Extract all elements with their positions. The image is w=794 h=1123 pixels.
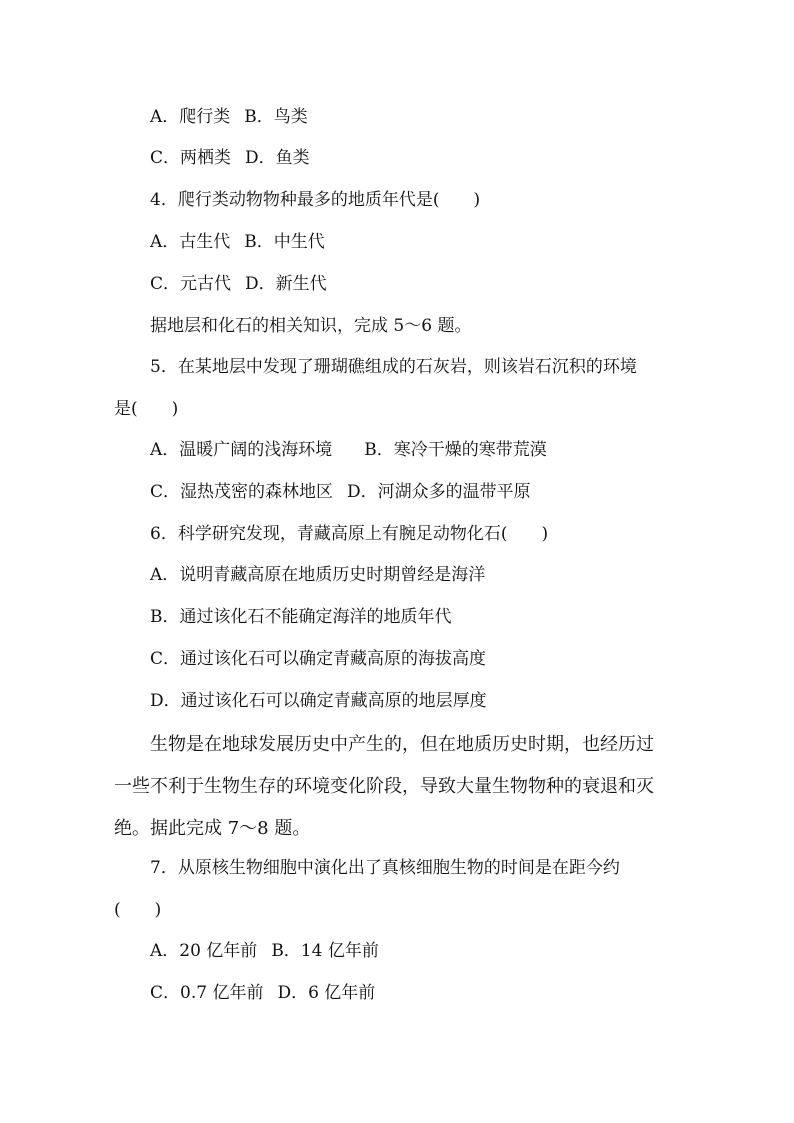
- q6-option-d: D．通过该化石可以确定青藏高原的地层厚度: [150, 691, 487, 711]
- intro-7-8-line3: 绝。据此完成 7～8 题。: [114, 818, 311, 839]
- q7-stem-line2: ( ): [114, 900, 162, 920]
- q4-option-c: C．元古代: [150, 274, 232, 294]
- q5-option-c: C．湿热茂密的森林地区: [150, 482, 334, 502]
- intro-5-6: 据地层和化石的相关知识，完成 5～6 题。: [150, 316, 472, 336]
- q7-options-row1: [150, 940, 379, 962]
- q4-option-d: D．新生代: [245, 274, 327, 294]
- q3-options-row1: [150, 106, 308, 128]
- q3-option-c: C．两栖类: [150, 148, 232, 168]
- q5-option-a: A．温暖广阔的浅海环境: [150, 440, 333, 460]
- intro-7-8-line2: 一些不利于生物生存的环境变化阶段，导致大量生物物种的衰退和灭: [114, 776, 654, 797]
- q6-stem: 6．科学研究发现，青藏高原上有腕足动物化石( ): [150, 524, 549, 544]
- q6-option-b: B．通过该化石不能确定海洋的地质年代: [150, 607, 452, 627]
- q7-option-b: B．14 亿年前: [271, 941, 379, 961]
- q7-stem-line1: 7．从原核生物细胞中演化出了真核细胞生物的时间是在距今约: [150, 858, 620, 878]
- q4-options-row1: [150, 231, 325, 253]
- q5-stem-line2: 是( ): [114, 399, 179, 419]
- q5-option-d: D．河湖众多的温带平原: [347, 482, 531, 502]
- q3-options-row2: [150, 147, 310, 169]
- q7-options-row2: [150, 982, 375, 1004]
- q3-option-a: A．爬行类: [150, 107, 231, 127]
- q4-option-a: A．古生代: [150, 232, 231, 252]
- q3-option-b: B．鸟类: [244, 107, 308, 127]
- q5-option-b: B．寒冷干燥的寒带荒漠: [364, 440, 547, 460]
- q5-options-row2: [150, 481, 531, 503]
- q4-stem: 4．爬行类动物物种最多的地质年代是( ): [150, 190, 481, 210]
- intro-7-8-line1: 生物是在地球发展历史中产生的，但在地质历史时期，也经历过: [150, 734, 654, 755]
- q4-options-row2: [150, 273, 327, 295]
- q7-option-a: A．20 亿年前: [150, 941, 258, 961]
- q5-options-row1: [150, 439, 547, 461]
- q5-stem-line1: 5．在某地层中发现了珊瑚礁组成的石灰岩，则该岩石沉积的环境: [150, 357, 637, 377]
- q6-option-c: C．通过该化石可以确定青藏高原的海拔高度: [150, 649, 487, 669]
- q6-option-a: A．说明青藏高原在地质历史时期曾经是海洋: [150, 565, 486, 585]
- q7-option-c: C．0.7 亿年前: [150, 983, 264, 1003]
- q3-option-d: D．鱼类: [245, 148, 310, 168]
- q4-option-b: B．中生代: [244, 232, 325, 252]
- q7-option-d: D．6 亿年前: [277, 983, 376, 1003]
